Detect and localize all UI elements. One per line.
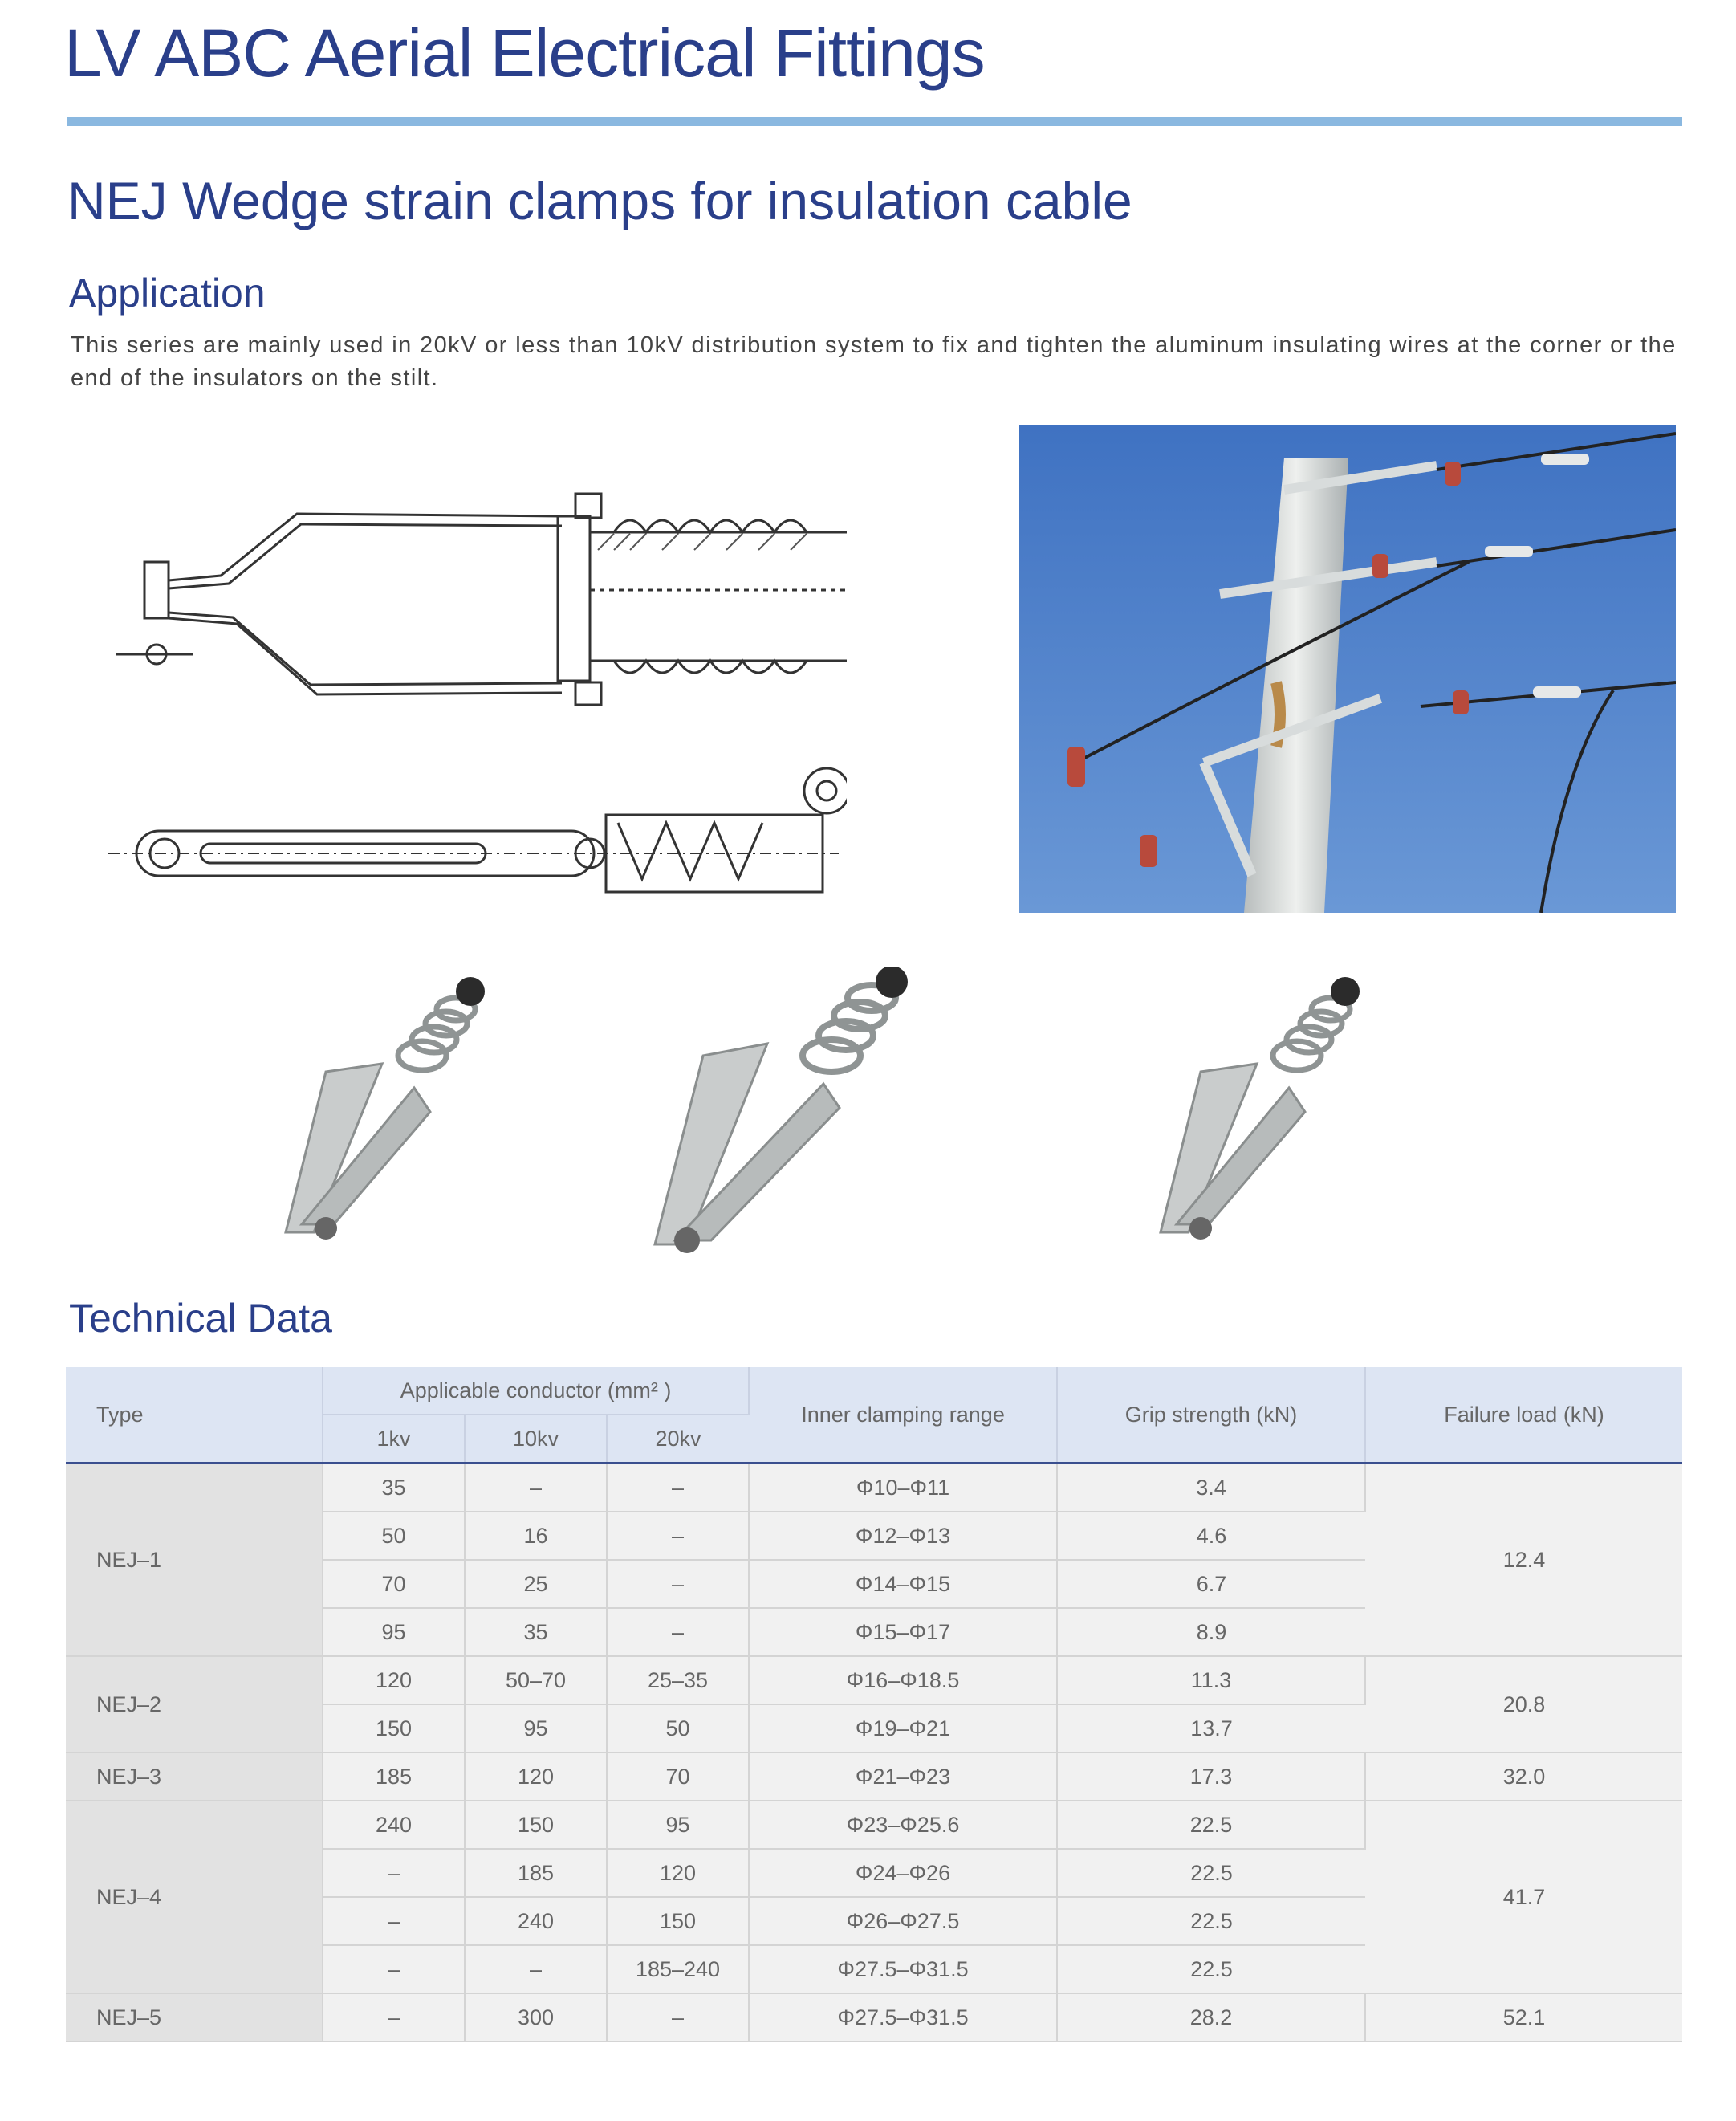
cell-failure-load: 12.4	[1365, 1464, 1682, 1657]
cell-10kv: –	[465, 1464, 607, 1512]
cell-20kv: –	[607, 1512, 749, 1560]
cell-grip: 22.5	[1057, 1801, 1365, 1849]
cell-1kv: –	[323, 1945, 465, 1993]
cell-inner-range: Φ10–Φ11	[749, 1464, 1057, 1512]
application-text: This series are mainly used in 20kV or less than 10kV distribution system to fix and tighten the aluminum insulating wires at the corner or the end of the insulators on the stilt.	[71, 332, 1677, 391]
cell-20kv: 185–240	[607, 1945, 749, 1993]
table-row	[66, 1993, 1682, 2042]
type-cell: NEJ–3	[66, 1753, 323, 1801]
header-failure-load: Failure load (kN)	[1365, 1367, 1682, 1464]
cell-grip: 13.7	[1057, 1704, 1365, 1753]
cell-grip: 4.6	[1057, 1512, 1365, 1560]
cell-10kv: 300	[465, 1993, 607, 2042]
cell-1kv: –	[323, 1849, 465, 1897]
header-grip-strength: Grip strength (kN)	[1057, 1367, 1365, 1464]
type-cell: NEJ–1	[66, 1464, 323, 1657]
table-row	[66, 1753, 1682, 1801]
cell-10kv: 95	[465, 1704, 607, 1753]
cell-inner-range: Φ24–Φ26	[749, 1849, 1057, 1897]
cell-20kv: 150	[607, 1897, 749, 1945]
cell-inner-range: Φ12–Φ13	[749, 1512, 1057, 1560]
cell-grip: 6.7	[1057, 1560, 1365, 1608]
header-20kv: 20kv	[607, 1415, 749, 1464]
cell-grip: 22.5	[1057, 1945, 1365, 1993]
cell-20kv: 50	[607, 1704, 749, 1753]
technical-data-heading: Technical Data	[69, 1296, 332, 1341]
cell-grip: 28.2	[1057, 1993, 1365, 2042]
cell-failure-load: 32.0	[1365, 1753, 1682, 1801]
cell-inner-range: Φ23–Φ25.6	[749, 1801, 1057, 1849]
cell-10kv: 150	[465, 1801, 607, 1849]
clamp-technical-drawing	[100, 486, 847, 911]
cell-20kv: 120	[607, 1849, 749, 1897]
cell-10kv: 50–70	[465, 1656, 607, 1704]
cell-inner-range: Φ26–Φ27.5	[749, 1897, 1057, 1945]
cell-10kv: 35	[465, 1608, 607, 1656]
type-cell: NEJ–5	[66, 1993, 323, 2042]
pole-installation-photo	[1019, 425, 1676, 913]
cell-20kv: 95	[607, 1801, 749, 1849]
cell-1kv: 185	[323, 1753, 465, 1801]
cell-10kv: 16	[465, 1512, 607, 1560]
cell-20kv: –	[607, 1464, 749, 1512]
type-cell: NEJ–4	[66, 1801, 323, 1993]
cell-20kv: –	[607, 1993, 749, 2042]
cell-failure-load: 41.7	[1365, 1801, 1682, 1993]
cell-grip: 11.3	[1057, 1656, 1365, 1704]
table-row	[66, 1801, 1682, 1849]
cell-1kv: 150	[323, 1704, 465, 1753]
cell-1kv: –	[323, 1897, 465, 1945]
application-heading: Application	[69, 271, 266, 316]
cell-grip: 22.5	[1057, 1897, 1365, 1945]
cell-grip: 22.5	[1057, 1849, 1365, 1897]
header-1kv: 1kv	[323, 1415, 465, 1464]
technical-data-table	[66, 1367, 1682, 2042]
cell-inner-range: Φ21–Φ23	[749, 1753, 1057, 1801]
cell-grip: 8.9	[1057, 1608, 1365, 1656]
cell-inner-range: Φ27.5–Φ31.5	[749, 1993, 1057, 2042]
cell-inner-range: Φ27.5–Φ31.5	[749, 1945, 1057, 1993]
header-inner-clamping-range: Inner clamping range	[749, 1367, 1057, 1464]
cell-1kv: –	[323, 1993, 465, 2042]
product-title: NEJ Wedge strain clamps for insulation cable	[67, 171, 1132, 230]
table-row	[66, 1656, 1682, 1704]
cell-1kv: 120	[323, 1656, 465, 1704]
clamp-product-photos	[205, 967, 1536, 1280]
cell-10kv: 240	[465, 1897, 607, 1945]
cell-1kv: 50	[323, 1512, 465, 1560]
cell-grip: 3.4	[1057, 1464, 1365, 1512]
cell-inner-range: Φ16–Φ18.5	[749, 1656, 1057, 1704]
cell-1kv: 35	[323, 1464, 465, 1512]
cell-inner-range: Φ14–Φ15	[749, 1560, 1057, 1608]
table-row	[66, 1464, 1682, 1512]
cell-20kv: 70	[607, 1753, 749, 1801]
title-divider	[67, 117, 1682, 126]
cell-10kv: 120	[465, 1753, 607, 1801]
cell-inner-range: Φ19–Φ21	[749, 1704, 1057, 1753]
cell-grip: 17.3	[1057, 1753, 1365, 1801]
cell-1kv: 70	[323, 1560, 465, 1608]
cell-10kv: 185	[465, 1849, 607, 1897]
cell-inner-range: Φ15–Φ17	[749, 1608, 1057, 1656]
cell-20kv: 25–35	[607, 1656, 749, 1704]
cell-20kv: –	[607, 1608, 749, 1656]
header-type: Type	[66, 1367, 323, 1464]
page-title: LV ABC Aerial Electrical Fittings	[64, 15, 985, 91]
cell-20kv: –	[607, 1560, 749, 1608]
cell-failure-load: 20.8	[1365, 1656, 1682, 1753]
header-10kv: 10kv	[465, 1415, 607, 1464]
cell-1kv: 95	[323, 1608, 465, 1656]
header-applicable-conductor: Applicable conductor (mm² )	[323, 1367, 749, 1415]
type-cell: NEJ–2	[66, 1656, 323, 1753]
cell-1kv: 240	[323, 1801, 465, 1849]
cell-failure-load: 52.1	[1365, 1993, 1682, 2042]
cell-10kv: 25	[465, 1560, 607, 1608]
cell-10kv: –	[465, 1945, 607, 1993]
